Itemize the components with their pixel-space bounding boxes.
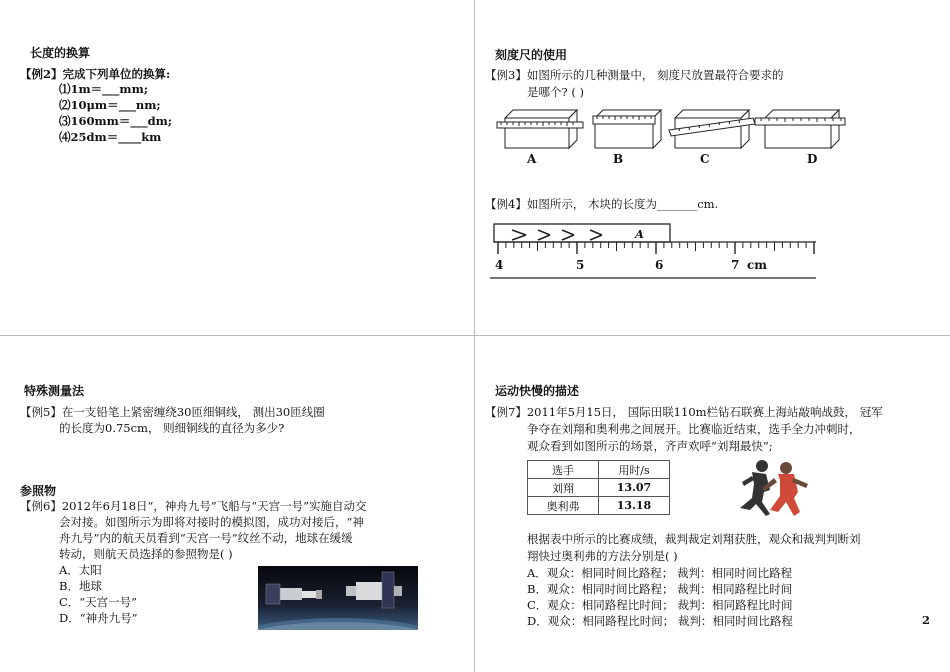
ex4-line: 【例4】如图所示， 木块的长度为_______cm. — [485, 197, 719, 211]
choice-c: C．观众：相同路程比时间； 裁判：相同路程比时间 — [527, 598, 793, 612]
after-line2: 翔快过奥利弗的方法分别是( ) — [527, 549, 678, 563]
ex3-line2: 是哪个? ( ) — [527, 85, 584, 99]
table-row — [528, 479, 670, 497]
option-label-a: A — [527, 152, 537, 166]
figure-c — [669, 110, 755, 148]
slide-unit-conversion — [0, 0, 475, 336]
ex2-item: ⑶160mm＝___dm; — [59, 114, 173, 128]
ex2-prompt: 【例2】完成下列单位的换算: — [20, 67, 171, 81]
after-line1: 根据表中所示的比赛成绩，裁判裁定刘翔获胜，观众和裁判判断刘 — [527, 532, 861, 546]
ruler-placement-figures — [493, 104, 848, 174]
ex6-line3: 舟九号”内的航天员看到“天宫一号”纹丝不动，地球在缓缓 — [59, 531, 353, 545]
race-results-table — [527, 460, 670, 515]
ex2-item: ⑷25dm＝____km — [59, 130, 162, 144]
table-cell: 13.18 — [599, 497, 670, 515]
slide-ruler-usage — [475, 0, 950, 336]
table-cell: 奥利弗 — [528, 497, 599, 515]
ex2-item: ⑵10μm＝___nm; — [59, 98, 161, 112]
choice-c: C．“天宫一号” — [59, 595, 138, 609]
ex7-line3: 观众看到如图所示的场景，齐声欢呼“刘翔最快”; — [527, 439, 773, 453]
choice-b: B．观众：相同时间比路程； 裁判：相同路程比时间 — [527, 582, 793, 596]
choice-d: D．“神舟九号” — [59, 611, 138, 625]
ruler-unit-cm: cm — [747, 258, 768, 272]
option-label-b: B — [613, 152, 624, 166]
heading-reference-frame: 参照物 — [20, 484, 57, 498]
ruler-ticks — [498, 242, 814, 254]
ex7-line2: 争夺在刘翔和奥利弗之间展开。比赛临近结束，选手全力冲刺时， — [527, 422, 861, 436]
ruler-label-4: 4 — [495, 258, 504, 272]
table-header: 用时/s — [599, 461, 670, 479]
choice-a: A．观众：相同时间比路程； 裁判：相同时间比路程 — [527, 566, 792, 580]
spacecraft-docking-image — [258, 566, 418, 630]
page-number: 2 — [922, 613, 931, 627]
ruler-label-6: 6 — [655, 258, 664, 272]
option-label-c: C — [700, 152, 710, 166]
table-header: 选手 — [528, 461, 599, 479]
ex6-line2: 会对接。如图所示为即将对接时的模拟图，成功对接后，“神 — [59, 515, 364, 529]
choice-d: D．观众：相同路程比时间； 裁判：相同时间比路程 — [527, 614, 793, 628]
figure-a — [497, 110, 583, 148]
ex3-line1: 【例3】如图所示的几种测量中， 刻度尺放置最符合要求的 — [485, 68, 784, 82]
heading-motion-speed: 运动快慢的描述 — [495, 384, 580, 398]
figure-d — [755, 110, 845, 148]
ex5-line1: 【例5】在一支铅笔上紧密缠绕30匝细铜线， 测出30匝线圈 — [20, 405, 325, 419]
table-header-row — [528, 461, 670, 479]
ruler-label-5: 5 — [576, 258, 585, 272]
table-row — [528, 497, 670, 515]
table-cell: 13.07 — [599, 479, 670, 497]
slide-motion-speed — [475, 336, 950, 672]
ex2-item: ⑴1m＝___mm; — [59, 82, 149, 96]
choice-a: A．太阳 — [59, 563, 102, 577]
slide-special-measurement — [0, 336, 475, 672]
ex5-line2: 的长度为0.75cm， 则细铜线的直径为多少? — [59, 421, 285, 435]
figure-b — [593, 110, 661, 148]
table-cell: 刘翔 — [528, 479, 599, 497]
heading-ruler-usage: 刻度尺的使用 — [495, 48, 568, 62]
ruler-label-7: 7 — [731, 258, 740, 272]
block-label-a: A — [635, 227, 644, 241]
heading-length-conversion: 长度的换算 — [30, 46, 91, 60]
ex6-line1: 【例6】2012年6月18日“，神舟九号”飞船与“天宫一号”实施自动交 — [20, 499, 367, 513]
ex6-line4: 转动，则航天员选择的参照物是( ) — [59, 547, 233, 561]
hurdlers-photo — [730, 454, 816, 524]
option-label-d: D — [807, 152, 818, 166]
ruler-block-figure — [490, 220, 820, 288]
choice-b: B．地球 — [59, 579, 102, 593]
heading-special-measurement: 特殊测量法 — [24, 384, 85, 398]
ex7-line1: 【例7】2011年5月15日， 国际田联110m栏钻石联赛上海站敲响战鼓， 冠军 — [485, 405, 883, 419]
